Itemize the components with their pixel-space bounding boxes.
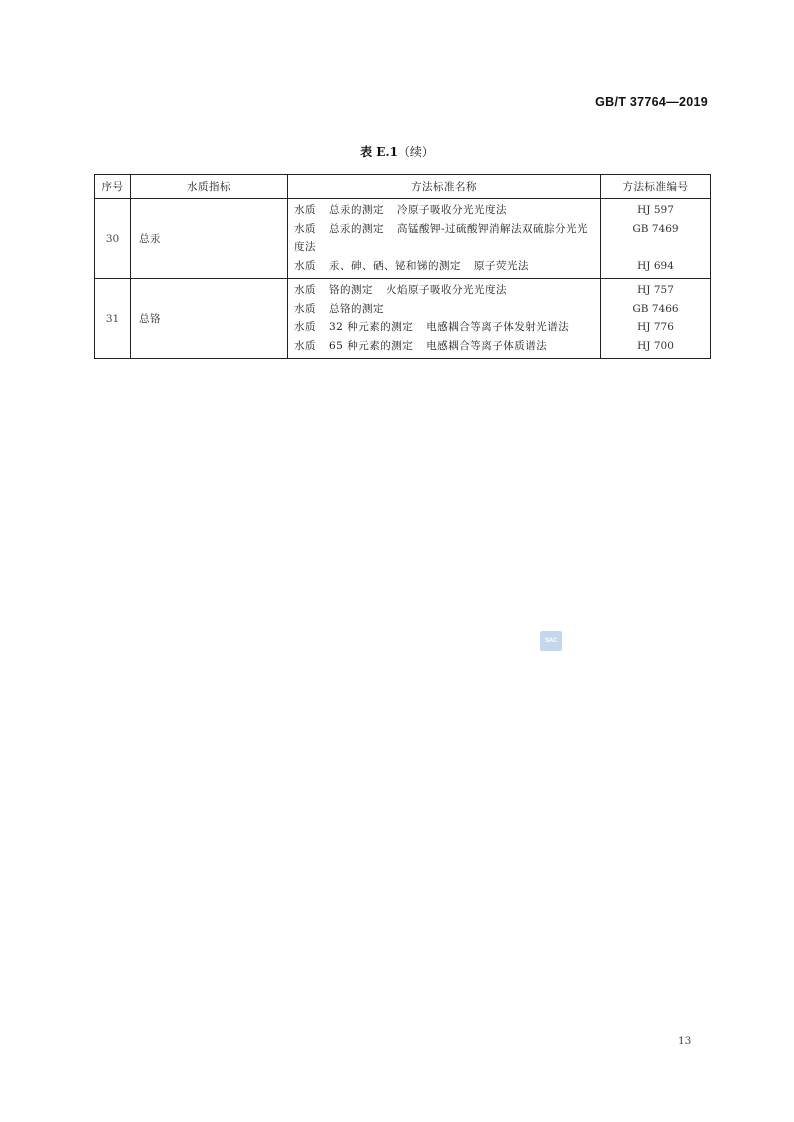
- row-codes: [601, 199, 711, 279]
- method-technique: 高锰酸钾-过硫酸钾消解法双硫腙分光光度法: [294, 222, 589, 253]
- method-line: [294, 281, 592, 300]
- row-methods: [288, 279, 601, 359]
- row-codes: [601, 279, 711, 359]
- method-code: HJ 776: [637, 321, 674, 333]
- method-prefix: 水质: [294, 284, 316, 296]
- code-spacer: [602, 238, 709, 257]
- row-methods: [288, 199, 601, 279]
- method-subject: 65 种元素的测定: [329, 339, 414, 352]
- page-number: 13: [678, 1035, 692, 1047]
- method-code: GB 7466: [632, 302, 679, 315]
- method-code: GB 7469: [632, 222, 679, 235]
- method-prefix: 水质: [294, 321, 316, 333]
- table-header-row: [95, 175, 711, 199]
- method-prefix: 水质: [294, 302, 316, 315]
- method-prefix: 水质: [294, 259, 316, 272]
- row-indicator: 总铬: [131, 279, 288, 359]
- method-prefix: 水质: [294, 204, 316, 216]
- method-code: HJ 700: [637, 339, 674, 352]
- method-subject: 32 种元素的测定: [329, 321, 414, 333]
- method-subject: 铬的测定: [329, 284, 373, 296]
- sac-watermark-logo: SAC: [540, 631, 562, 651]
- header-indicator: 水质指标: [131, 175, 288, 199]
- method-technique: 冷原子吸收分光光度法: [397, 204, 507, 216]
- method-technique: 电感耦合等离子体发射光谱法: [426, 321, 570, 333]
- method-technique: 电感耦合等离子体质谱法: [426, 339, 548, 352]
- method-line: [294, 300, 592, 319]
- table-caption-suffix: （续）: [397, 145, 434, 159]
- method-standards-table: [94, 174, 711, 359]
- method-subject: 总汞的测定: [329, 222, 384, 235]
- method-subject: 汞、砷、硒、铋和锑的测定: [329, 259, 461, 272]
- method-line: [294, 220, 592, 257]
- method-prefix: 水质: [294, 222, 316, 235]
- row-number: 30: [95, 199, 131, 279]
- header-number: 序号: [95, 175, 131, 199]
- method-technique: 原子荧光法: [474, 259, 529, 272]
- method-code: HJ 694: [637, 259, 674, 272]
- method-code: HJ 757: [637, 284, 674, 296]
- method-line: [294, 257, 592, 276]
- method-line: [294, 201, 592, 220]
- row-number: 31: [95, 279, 131, 359]
- method-line: [294, 337, 592, 356]
- method-subject: 总汞的测定: [329, 204, 384, 216]
- table-row: [95, 199, 711, 279]
- standard-code: GB/T 37764—2019: [595, 95, 708, 109]
- header-method: 方法标准名称: [288, 175, 601, 199]
- method-code: HJ 597: [637, 204, 674, 216]
- table-caption: [0, 143, 794, 160]
- method-line: [294, 318, 592, 337]
- table-row: [95, 279, 711, 359]
- method-subject: 总铬的测定: [329, 302, 384, 315]
- header-code: 方法标准编号: [601, 175, 711, 199]
- row-indicator: 总汞: [131, 199, 288, 279]
- method-prefix: 水质: [294, 339, 316, 352]
- table-caption-label: 表 E.1: [360, 145, 398, 159]
- method-technique: 火焰原子吸收分光光度法: [386, 284, 507, 296]
